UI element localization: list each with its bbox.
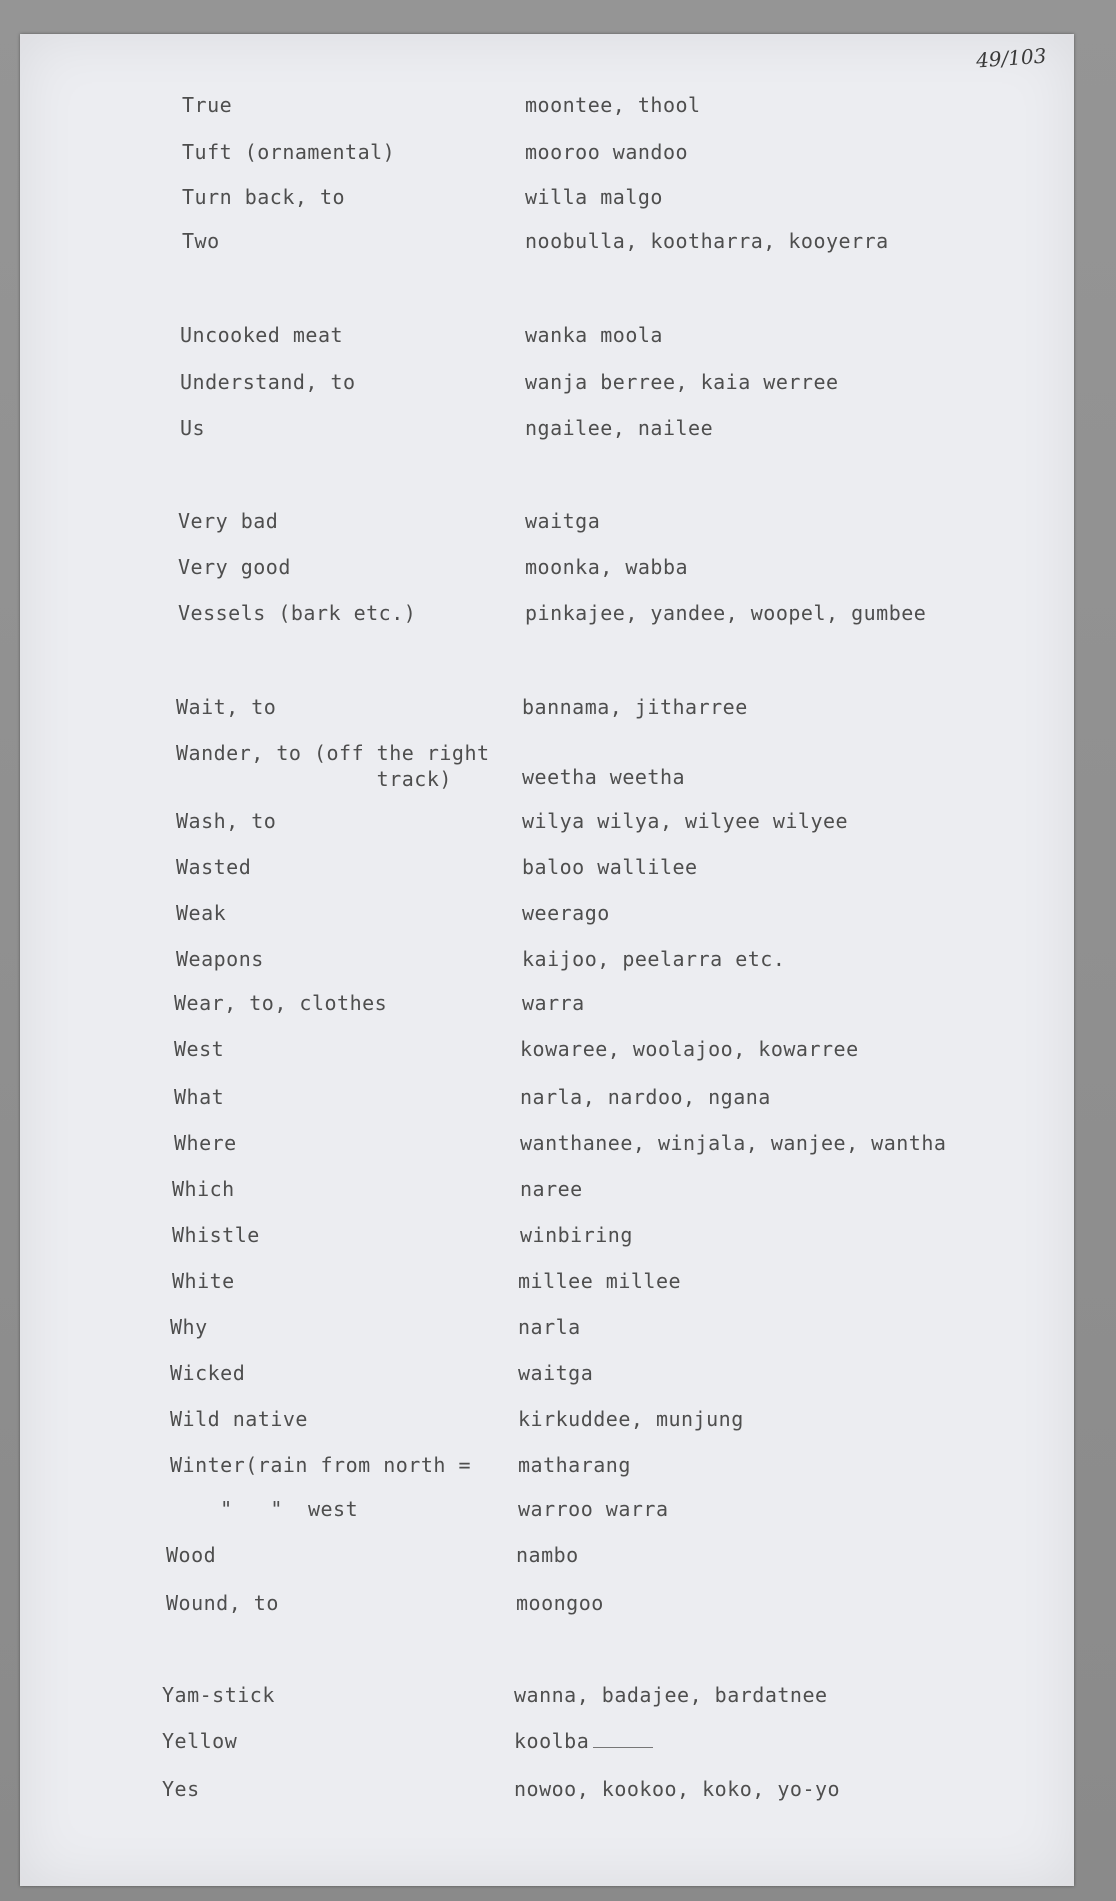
aboriginal-word: kirkuddee, munjung (518, 1407, 744, 1431)
english-term: Uncooked meat (180, 323, 344, 347)
aboriginal-word: kaijoo, peelarra etc. (522, 947, 786, 971)
aboriginal-word: baloo wallilee (522, 855, 698, 879)
english-term: Turn back, to (182, 185, 346, 209)
english-term: Us (180, 416, 206, 440)
aboriginal-word: moongoo (516, 1591, 604, 1615)
english-term: Very bad (178, 509, 279, 533)
english-term: Where (174, 1131, 237, 1155)
aboriginal-word: nowoo, kookoo, koko, yo-yo (514, 1777, 841, 1801)
english-term: Wash, to (176, 809, 277, 833)
aboriginal-word: mooroo wandoo (525, 140, 689, 164)
english-term: Tuft (ornamental) (182, 140, 396, 164)
english-term: White (172, 1269, 235, 1293)
aboriginal-word (514, 1728, 653, 1754)
english-term: Very good (178, 555, 291, 579)
english-term: Wicked (170, 1361, 246, 1385)
english-term: " " west (170, 1497, 359, 1521)
aboriginal-word-text: koolba (514, 1729, 590, 1753)
page-number: 49/103 (974, 43, 1047, 73)
aboriginal-word: willa malgo (525, 185, 663, 209)
english-term: Two (182, 229, 220, 253)
english-term: Wild native (170, 1407, 308, 1431)
english-term: Vessels (bark etc.) (178, 601, 417, 625)
aboriginal-word: wanja berree, kaia werree (525, 370, 839, 394)
aboriginal-word: weetha weetha (522, 765, 686, 789)
aboriginal-word: waitga (518, 1361, 594, 1385)
aboriginal-word: warroo warra (518, 1497, 669, 1521)
aboriginal-word: moonka, wabba (525, 555, 689, 579)
aboriginal-word: naree (520, 1177, 583, 1201)
english-term: Weapons (176, 947, 264, 971)
english-term: Wasted (176, 855, 252, 879)
english-term: Whistle (172, 1223, 260, 1247)
english-term: Wait, to (176, 695, 277, 719)
aboriginal-word: millee millee (518, 1269, 682, 1293)
english-term: Wear, to, clothes (174, 991, 388, 1015)
aboriginal-word: noobulla, kootharra, kooyerra (525, 229, 889, 253)
english-term: Wood (166, 1543, 217, 1567)
english-term: Yam-stick (162, 1683, 275, 1707)
vocabulary-sheet (20, 34, 1074, 1886)
english-term: Yellow (162, 1729, 238, 1753)
aboriginal-word: wanka moola (525, 323, 663, 347)
english-term: Which (172, 1177, 235, 1201)
aboriginal-word: waitga (525, 509, 601, 533)
aboriginal-word: pinkajee, yandee, woopel, gumbee (525, 601, 927, 625)
aboriginal-word: kowaree, woolajoo, kowarree (520, 1037, 859, 1061)
aboriginal-word: nambo (516, 1543, 579, 1567)
english-term: Yes (162, 1777, 200, 1801)
english-term: West (174, 1037, 225, 1061)
english-term: Wound, to (166, 1591, 279, 1615)
aboriginal-word: wilya wilya, wilyee wilyee (522, 809, 849, 833)
aboriginal-word: narla (518, 1315, 581, 1339)
aboriginal-word: winbiring (520, 1223, 633, 1247)
aboriginal-word: moontee, thool (525, 93, 701, 117)
aboriginal-word: bannama, jitharree (522, 695, 748, 719)
english-term: Why (170, 1315, 208, 1339)
aboriginal-word: wanna, badajee, bardatnee (514, 1683, 828, 1707)
aboriginal-word: narla, nardoo, ngana (520, 1085, 771, 1109)
aboriginal-word: wanthanee, winjala, wanjee, wantha (520, 1131, 947, 1155)
english-term: Understand, to (180, 370, 356, 394)
english-term: Wander, to (off the right track) (176, 741, 490, 791)
aboriginal-word: weerago (522, 901, 610, 925)
underline-mark (593, 1747, 653, 1748)
english-term: Winter(rain from north = (170, 1453, 471, 1477)
english-term: What (174, 1085, 225, 1109)
aboriginal-word: ngailee, nailee (525, 416, 714, 440)
aboriginal-word: warra (522, 991, 585, 1015)
english-term: True (182, 93, 233, 117)
aboriginal-word: matharang (518, 1453, 631, 1477)
english-term: Weak (176, 901, 227, 925)
